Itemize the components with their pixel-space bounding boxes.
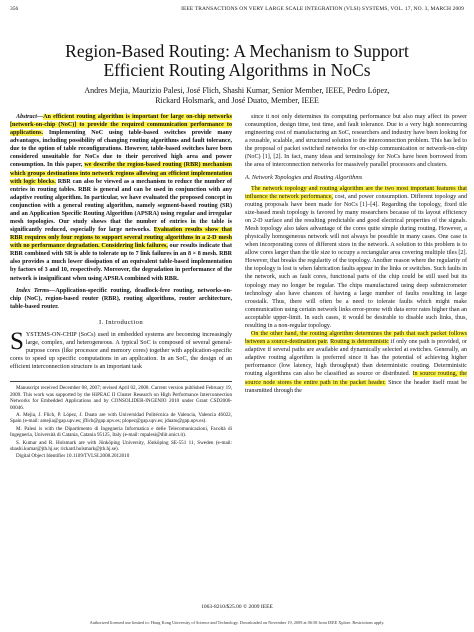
abstract-text-4: RBR can also be viewed as a mechanism to reduce the number of entries in routing tables. RBR is general and can be used in conjunction with any adaptive routing algorithm. In particular, we have evaluated the proposed concept in conjunction with a general routing algorithm, namely segment-based routing (SR) and an Application Specific Routing Algorithm (APSRA) using regular and irregular mesh topologies. Our study shows that the number of entries in the table is significantly reduced, especially for large networks. [10, 178, 232, 234]
footnote-doi: Digital Object Identifier 10.1109/TVLSI.2008.2012010 [16, 453, 130, 460]
footnote-affiliation-upv: A. Mejia, J. Flich, P. López, J. Duato are with Universidad Politécnica de Valencia, Valencia 46022, Spain (e-mail: amejia@gap.upv.es; jflich@gap.upv.es; plopez@gap.upv.es; jduato@gap.upv.es). [10, 411, 232, 425]
introduction-paragraph [10, 327, 232, 371]
abstract-text-6: our results indicate that RBR combined with SR is able to tolerate up to 7 link failures in an 8 × 8 mesh. RBR also provides a much lower dissipation of an equivalent table-based implementation by factors of 3 and 10, respectively. Moreover, the degradation in performance of the network is insignificant when using APSRA combined with RBR. [10, 243, 233, 282]
routing-paragraph [245, 330, 467, 395]
subsection-heading-topologies: A. Network Topologies and Routing Algorithms [245, 173, 363, 181]
authors-line-1: Andres Mejia, Maurizio Palesi, José Flich, Shashi Kumar, Senior Member, IEEE, Pedro López, [84, 86, 390, 95]
price-copyright-line: 1063-8210/$25.00 © 2009 IEEE [201, 604, 273, 610]
license-line: Authorized licensed use limited to: Hong Kong University of Science and Technology. Downloaded on November 19, 2009 at 06:58 from IEEE Xplore. Restrictions apply. [89, 620, 385, 625]
index-terms-text: Application-specific routing, deadlock-free routing, networks-on-chip (NoC), region-based router (RBR), routing algorithms, router architecture, table-based router. [10, 287, 232, 310]
routing-highlight-2: Routing is deterministic [330, 339, 389, 346]
footnotes [10, 381, 232, 459]
section-heading-introduction: I. Introduction [98, 318, 144, 326]
paper-title [0, 42, 474, 80]
abstract-highlight-3: Evaluation results show that RBR requires only four regions to support several routing algorithms in a 2-D mesh with no performance degradation. Considering link failures, [10, 227, 233, 250]
left-column [10, 113, 232, 461]
intro-continued-paragraph: since it not only determines its computing performance but also may affect its power consumption, design time, test time, and fault tolerance. Due to a very high nonrecurring engineering cost of manufacturing an SoC, researchers and industry have been looking for a reusable, scalable, and structured solution to the interconnection problem. This has led to the proposal of packet switched networks for on-chip communication or network-on-chip (NoC) [1], [2]. In fact, many ideas and terminology for NoCs have been borrowed from the area of interconnection networks for massively parallel processors and clusters. [245, 114, 467, 169]
routing-highlight-1: On the other hand, the routing algorithm determines the path that each packet follows between a source-destination pair. [245, 331, 467, 346]
abstract-label: Abstract— [16, 114, 44, 120]
abstract-text-2: Implementing NoC using table-based switches provide many advantages, including possibility of changing routing algorithms and fault tolerance, due to the option of table reconfigurations. However, table-based switches have been considered unsuitable for NoCs due to their perceived high area and power consumption. In this paper, [10, 130, 232, 169]
routing-tail: Since the header itself must be transmitted through the [245, 379, 467, 394]
routing-highlight-3: In source routing, the source node stores the entire path in the packet header. [245, 371, 467, 386]
footnote-affiliation-catania: M. Palesi is with the Dipartimento di Ingegneria Informatica e delle Telecomunicazioni, Facoltà di Ingegneria, Università di Catania, Catania 95125, Italy (e-mail: mpalesi@diit.unict.it). [10, 425, 232, 439]
routing-text: if only one path is provided, or adaptive if several paths are available and dynamically selected at switches. Generally, an adaptive routing algorithm is preferred since it has the potential of achieving higher performance (low latency, high throughput) than deterministic routing. Deterministic routing algorithms can also be classified as source or distributed. [245, 339, 467, 378]
title-line-1: Region-Based Routing: A Mechanism to Support [65, 41, 409, 61]
footnote-manuscript: Manuscript received December 08, 2007; revised April 02, 2008. Current version published February 19, 2009. This work was supported by the HiPEAC II Cluster Research on High Performance Interconnection Networks for Embedded Applications and by CONSOLIDER-INGENIO 2010 under Grant CSD2006-00046. [10, 385, 232, 411]
topology-paragraph [245, 185, 467, 330]
abstract-highlight-1: An efficient routing algorithm is important for large on-chip networks [network-on-chip (NoC)] to provide the required communication performance to applications. [10, 114, 232, 137]
footnote-affiliation-jonkoping: S. Kumar and R. Holsmark are with Jönköping University, Jönköping SE-551 11, Sweden (e-mail: shashi.kumar@jth.hj.se; rickard.holsmark@jth.hj.se). [10, 439, 232, 452]
topology-text: cost, and power consumption. Different topology and routing proposals have been made for NoCs [1]–[4]. Regarding the topology, fixed tile size-based mesh topology is favored by many researchers because of its layout efficiency on 2-D surface and the resulting predictable and good electrical properties of the signals. Mesh topology also takes advantage of the cores quite simple during routing. However, a physically homogeneous network will not always be possible in many cases. One case is when incorporating cores of different sizes in the network. A solution to this problem is to allow cores larger than the tile size to occupy a rectangular area covering multiple tiles [2]. However, that breaks the regularity of the topology. Another reason where the regularity of the topology is lost is when fabrication faults appear in the links or switches. Such faults in the network, such as fault cores, functional parts of the chip could be still used but its topology may no longer be regular. The chips manufactured using deep submicrometer technology also have chances of having a large number of faults resulting in large crosstalk. Thus, there will often be a need to tolerate faults which might make communication using certain network links error-prone with data error rates higher than an acceptable upper-limit. In such cases, it would be desirable to disable such links, thus, resulting in a non-regular topology. [245, 193, 467, 329]
authors-line-2: Rickard Holsmark, and José Duato, Member, IEEE [155, 96, 319, 105]
right-column [245, 113, 467, 395]
index-terms [10, 287, 232, 311]
abstract [10, 113, 232, 283]
page-number: 356 [10, 6, 19, 12]
introduction-text: YSTEMS-ON-CHIP (SoCs) used in embedded systems are becoming increasingly large, complex, and heterogeneous. A typical SoC is composed of several general-purpose cores (like processor and memory cores) together with application-specific cores to speed up specific computations in an application. In an SoC, the design of an efficient interconnection structure is an important task [10, 331, 232, 371]
author-list [0, 86, 474, 106]
journal-running-head: IEEE TRANSACTIONS ON VERY LARGE SCALE INTEGRATION (VLSI) SYSTEMS, VOL. 17, NO. 3, MARCH 2009 [181, 6, 464, 12]
index-terms-label: Index Terms— [16, 287, 56, 294]
title-line-2: Efficient Routing Algorithms in NoCs [103, 60, 371, 80]
abstract-highlight-2: we describe the region-based routing (RBR) mechanism which groups destinations into network regions allowing an efficient implementation with logic blocks. [10, 162, 232, 185]
drop-cap: S [10, 327, 24, 355]
topology-highlight: The network topology and routing algorithm are the two most important features that influence the network performance, [245, 185, 467, 200]
